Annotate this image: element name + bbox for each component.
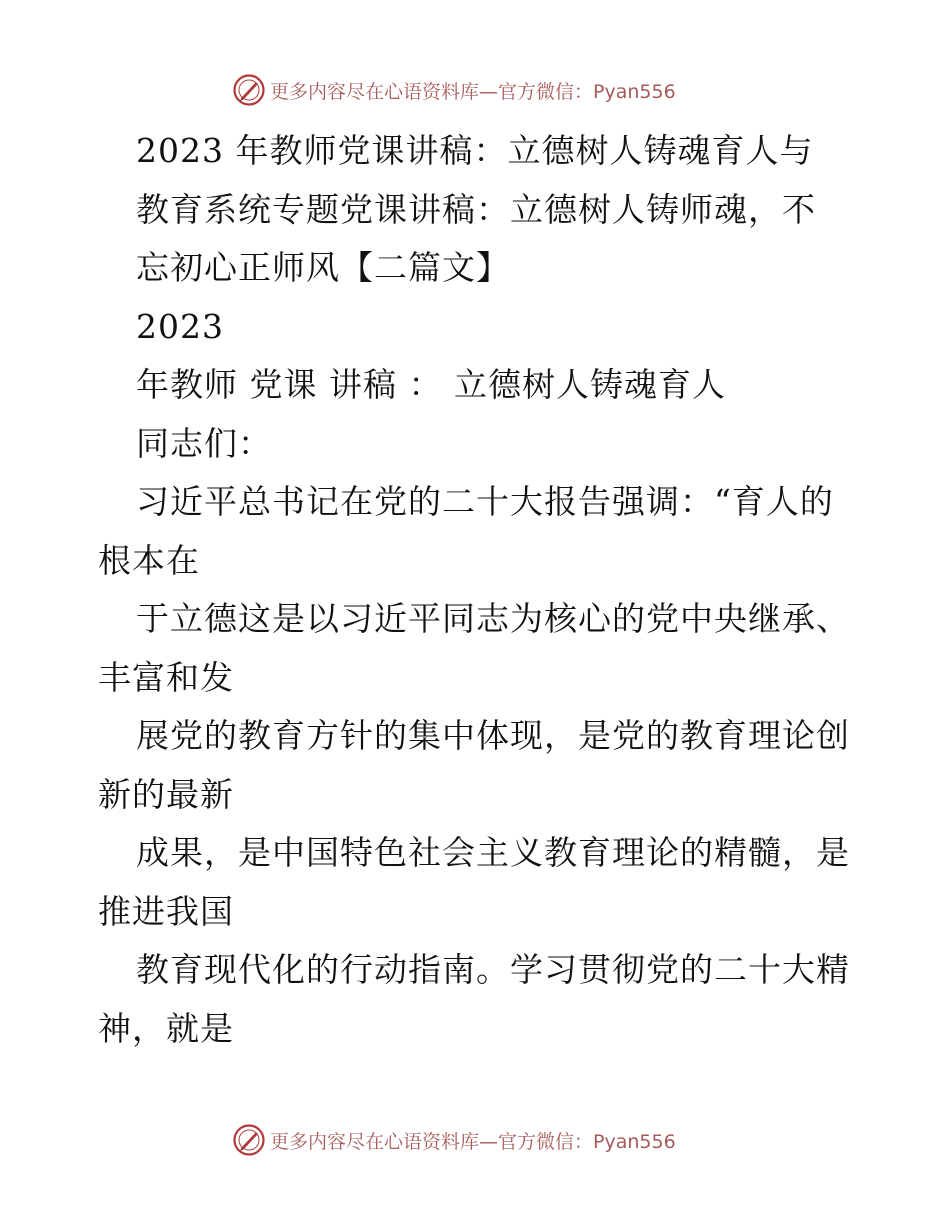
- paragraph-line: 展党的教育方针的集中体现，是党的教育理论创: [136, 716, 850, 755]
- paragraph-line: 新的最新: [98, 774, 234, 814]
- subtitle-year: 2023: [136, 306, 224, 346]
- header-banner: [232, 70, 676, 110]
- paragraph-line: 习近平总书记在党的二十大报告强调：“育人的: [136, 482, 834, 521]
- paragraph-line: 于立德这是以习近平同志为核心的党中央继承、: [136, 599, 850, 638]
- paragraph-line: 丰富和发: [98, 657, 234, 697]
- footer-banner-text: 更多内容尽在心语资料库—官方微信：Pyan556: [270, 1130, 676, 1153]
- quill-seal-icon: [232, 1123, 266, 1157]
- paragraph-line: 根本在: [98, 540, 200, 580]
- title-line-3: 忘初心正师风【二篇文】: [136, 248, 510, 287]
- document-body: [98, 122, 858, 1058]
- title-line-2: 教育系统专题党课讲稿：立德树人铸师魂，不: [136, 189, 816, 229]
- paragraph-line: 成果，是中国特色社会主义教育理论的精髓，是: [136, 833, 850, 872]
- paragraph-line: 教育现代化的行动指南。学习贯彻党的二十大精: [136, 950, 850, 989]
- footer-banner: [232, 1120, 676, 1160]
- title-line-1: 2023 年教师党课讲稿：立德树人铸魂育人与: [136, 131, 814, 170]
- paragraph-line: 推进我国: [98, 891, 234, 931]
- paragraph-line: 神，就是: [98, 1008, 234, 1048]
- salutation: 同志们：: [136, 423, 272, 463]
- quill-seal-icon: [232, 73, 266, 107]
- subtitle-line: 年教师 党课 讲稿 ： 立德树人铸魂育人: [136, 365, 726, 404]
- header-banner-text: 更多内容尽在心语资料库—官方微信：Pyan556: [270, 80, 676, 103]
